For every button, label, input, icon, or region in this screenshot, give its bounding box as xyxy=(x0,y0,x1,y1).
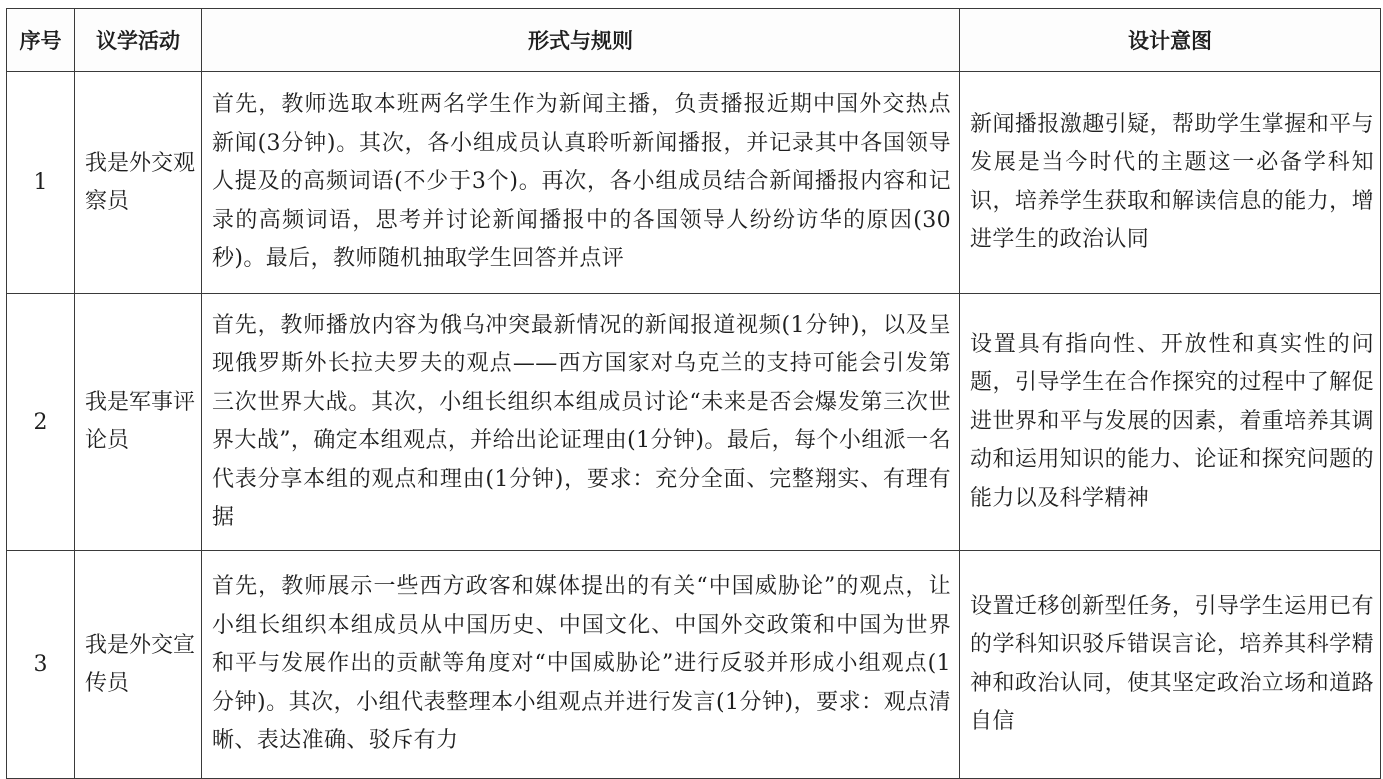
activity-cell: 我是军事评论员 xyxy=(75,294,202,551)
row-number: 1 xyxy=(7,72,75,294)
intent-cell: 设置具有指向性、开放性和真实性的问题，引导学生在合作探究的过程中了解促进世界和平与发展的因素，着重培养其调动和运用知识的能力、论证和探究问题的能力以及科学精神 xyxy=(960,294,1381,551)
row-number: 3 xyxy=(7,551,75,779)
header-no: 序号 xyxy=(7,9,75,72)
header-rules: 形式与规则 xyxy=(202,9,960,72)
rules-cell: 首先，教师播放内容为俄乌冲突最新情况的新闻报道视频(1分钟)，以及呈现俄罗斯外长拉夫罗夫的观点——西方国家对乌克兰的支持可能会引发第三次世界大战。其次，小组长组织本组成员讨论“未来是否会爆发第三次世界大战”，确定本组观点，并给出论证理由(1分钟)。最后，每个小组派一名代表分享本组的观点和理由(1分钟)，要求：充分全面、完整翔实、有理有据 xyxy=(202,294,960,551)
header-activity: 议学活动 xyxy=(75,9,202,72)
table-row xyxy=(7,294,1381,551)
activity-cell: 我是外交宣传员 xyxy=(75,551,202,779)
header-intent: 设计意图 xyxy=(960,9,1381,72)
intent-cell: 设置迁移创新型任务，引导学生运用已有的学科知识驳斥错误言论，培养其科学精神和政治认同，使其坚定政治立场和道路自信 xyxy=(960,551,1381,779)
header-row xyxy=(7,9,1381,72)
table-row xyxy=(7,72,1381,294)
rules-cell: 首先，教师选取本班两名学生作为新闻主播，负责播报近期中国外交热点新闻(3分钟)。其次，各小组成员认真聆听新闻播报，并记录其中各国领导人提及的高频词语(不少于3个)。再次，各小组成员结合新闻播报内容和记录的高频词语，思考并讨论新闻播报中的各国领导人纷纷访华的原因(30秒)。最后，教师随机抽取学生回答并点评 xyxy=(202,72,960,294)
intent-cell: 新闻播报激趣引疑，帮助学生掌握和平与发展是当今时代的主题这一必备学科知识，培养学生获取和解读信息的能力，增进学生的政治认同 xyxy=(960,72,1381,294)
rules-cell: 首先，教师展示一些西方政客和媒体提出的有关“中国威胁论”的观点，让小组长组织本组成员从中国历史、中国文化、中国外交政策和中国为世界和平与发展作出的贡献等角度对“中国威胁论”进行反驳并形成小组观点(1分钟)。其次，小组代表整理本小组观点并进行发言(1分钟)，要求：观点清晰、表达准确、驳斥有力 xyxy=(202,551,960,779)
table-row xyxy=(7,551,1381,779)
activity-cell: 我是外交观察员 xyxy=(75,72,202,294)
row-number: 2 xyxy=(7,294,75,551)
activity-table xyxy=(6,8,1381,779)
